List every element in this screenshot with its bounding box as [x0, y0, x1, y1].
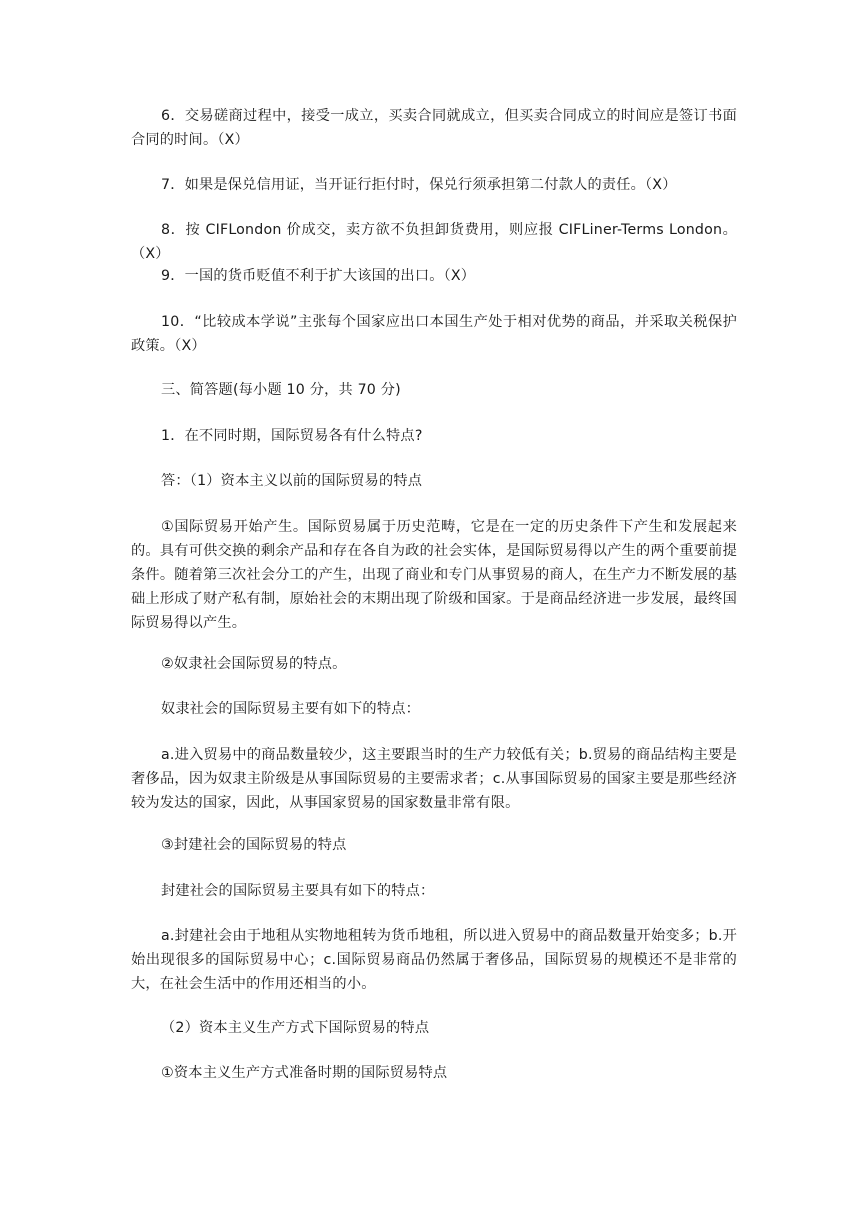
paragraph-slave-society-features: a.进入贸易中的商品数量较少，这主要跟当时的生产力较低有关；b.贸易的商品结构主要是奢侈品，因为奴隶主阶级是从事国际贸易的主要需求者；c.从事国际贸易的国家主要是那些经济较为发达的国家，因此，从事国家贸易的国家数量非常有限。	[131, 747, 737, 811]
subheading-slave-society: ②奴隶社会国际贸易的特点。	[161, 656, 347, 672]
paragraph-item-10: 10．“比较成本学说”主张每个国家应出口本国生产处于相对优势的商品，并采取关税保护政策。（X）	[131, 314, 737, 354]
paragraph-item-6: 6．交易磋商过程中，接受一成立，买卖合同就成立，但买卖合同成立的时间应是签订书面合同的时间。（X）	[131, 108, 737, 148]
section-heading: 三、简答题(每小题 10 分，共 70 分)	[161, 382, 401, 398]
paragraph-feudal-society-intro: 封建社会的国际贸易主要具有如下的特点：	[161, 883, 435, 899]
paragraph-item-8: 8．按 CIFLondon 价成交，卖方欲不负担卸货费用，则应报 CIFLiner-Terms London。（X）	[131, 222, 737, 262]
paragraph-slave-society-intro: 奴隶社会的国际贸易主要有如下的特点：	[161, 701, 420, 717]
answer-part-2-heading: （2）资本主义生产方式下国际贸易的特点	[161, 1020, 430, 1036]
paragraph-item-7: 7．如果是保兑信用证，当开证行拒付时，保兑行须承担第二付款人的责任。（X）	[161, 177, 677, 193]
question-1: 1．在不同时期，国际贸易各有什么特点?	[161, 428, 423, 444]
paragraph-item-9: 9．一国的货币贬值不利于扩大该国的出口。（X）	[161, 268, 476, 284]
subheading-feudal-society: ③封建社会的国际贸易的特点	[161, 837, 347, 853]
paragraph-origin-of-trade: ①国际贸易开始产生。国际贸易属于历史范畴，它是在一定的历史条件下产生和发展起来的。具有可供交换的剩余产品和存在各自为政的社会实体，是国际贸易得以产生的两个重要前提条件。随着第三次社会分工的产生，出现了商业和专门从事贸易的商人，在生产力不断发展的基础上形成了财产私有制，原始社会的末期出现了阶级和国家。于是商品经济进一步发展，最终国际贸易得以产生。	[131, 519, 737, 631]
answer-part-1-heading: 答：（1）资本主义以前的国际贸易的特点	[161, 473, 423, 489]
paragraph-feudal-society-features: a.封建社会由于地租从实物地租转为货币地租，所以进入贸易中的商品数量开始变多；b.开始出现很多的国际贸易中心；c.国际贸易商品仍然属于奢侈品，国际贸易的规模还不是非常的大，在社会生活中的作用还相当的小。	[131, 928, 737, 992]
subheading-capitalist-preparation: ①资本主义生产方式准备时期的国际贸易特点	[161, 1065, 448, 1081]
